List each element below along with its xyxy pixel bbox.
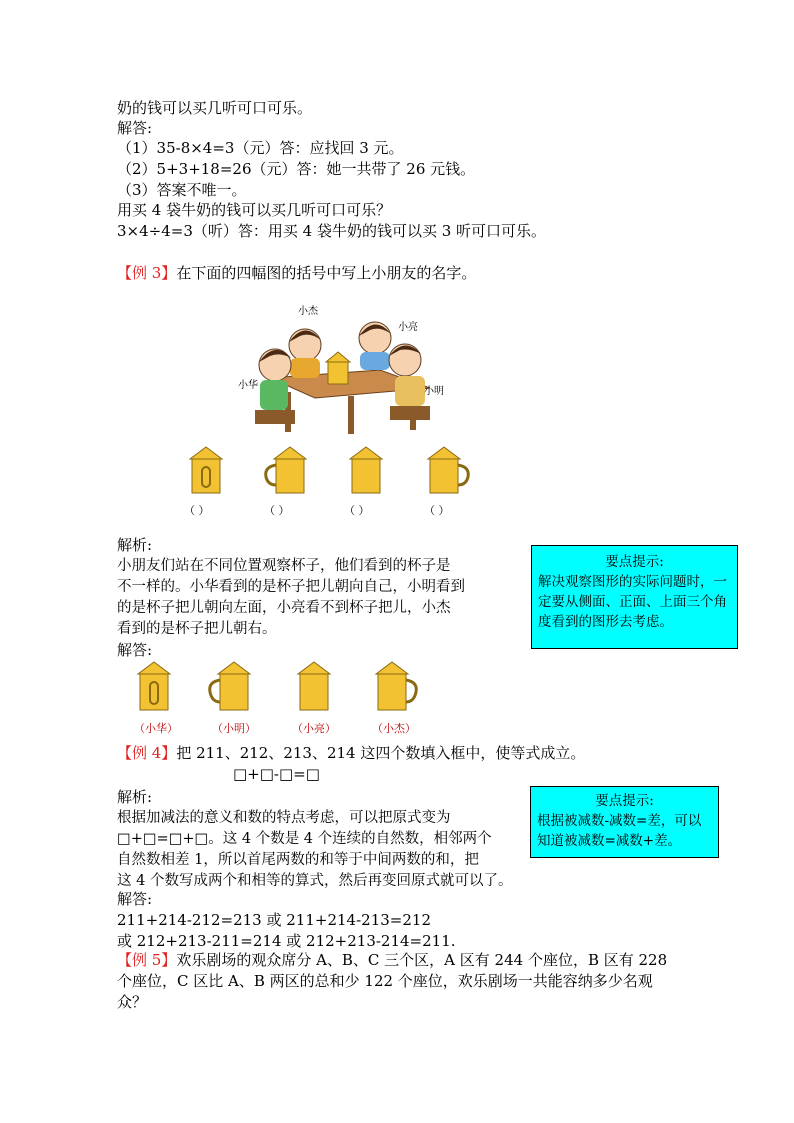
text-line: 的是杯子把儿朝向左面，小亮看不到杯子把儿，小杰 bbox=[117, 600, 451, 616]
example-text: 在下面的四幅图的括号中写上小朋友的名字。 bbox=[176, 264, 477, 282]
example-5-heading bbox=[117, 950, 667, 970]
cup-front-handle-icon bbox=[186, 445, 226, 495]
cup-left-handle-icon bbox=[206, 660, 256, 712]
text-line: 根据加减法的意义和数的特点考虑，可以把原式变为 bbox=[117, 810, 451, 826]
answer-label: （小亮） bbox=[292, 722, 336, 735]
text-line: 小朋友们站在不同位置观察杯子，他们看到的杯子是 bbox=[117, 558, 451, 574]
cup-no-handle-icon bbox=[346, 445, 386, 495]
answer-heading: 解答: bbox=[117, 890, 153, 908]
answer-label: （小华） bbox=[134, 722, 178, 735]
text-line: 不一样的。小华看到的是杯子把儿朝向自己，小明看到 bbox=[117, 579, 465, 595]
answer-label: （小杰） bbox=[372, 722, 416, 735]
answer-label: （小明） bbox=[212, 722, 256, 735]
tip-title: 要点提示: bbox=[605, 554, 664, 570]
cup-right-handle-icon bbox=[424, 445, 472, 495]
tip-box bbox=[530, 786, 719, 858]
example-tag: 【例 4】 bbox=[117, 744, 177, 762]
tip-body: 解决观察图形的实际问题时，一定要从侧面、正面、上面三个角度看到的图形去考虑。 bbox=[538, 574, 727, 630]
equation: □+□-□=□ bbox=[233, 765, 320, 783]
blank-paren: （ ） bbox=[264, 504, 290, 517]
example-4-heading bbox=[117, 743, 585, 763]
tip-box bbox=[531, 545, 738, 649]
analysis-heading: 解析: bbox=[117, 536, 153, 554]
label-xiaojie: 小杰 bbox=[298, 306, 318, 317]
cup-right-handle-icon bbox=[372, 660, 422, 712]
tip-title: 要点提示: bbox=[595, 793, 654, 809]
label-xiaoming: 小明 bbox=[424, 386, 444, 397]
answer-heading: 解答: bbox=[117, 641, 153, 659]
example-3-heading bbox=[117, 263, 476, 283]
cup-front-handle-icon bbox=[134, 660, 174, 712]
text-line: 211+214-212=213 或 211+214-213=212 bbox=[117, 911, 431, 929]
tip-body: 根据被减数-减数=差，可以知道被减数=减数+差。 bbox=[537, 813, 702, 849]
text-line: （2）5+3+18=26（元）答：她一共带了 26 元钱。 bbox=[117, 160, 476, 178]
text-line: （3）答案不唯一。 bbox=[117, 181, 247, 199]
analysis-heading: 解析: bbox=[117, 788, 153, 806]
text-line: 这 4 个数写成两个和相等的算式，然后再变回原式就可以了。 bbox=[117, 873, 513, 889]
text-line: □+□=□+□。这 4 个数是 4 个连续的自然数，相邻两个 bbox=[117, 831, 492, 847]
text-line: 众？ bbox=[117, 993, 148, 1011]
text-line: 看到的是杯子把儿朝右。 bbox=[117, 621, 277, 637]
blank-paren: （ ） bbox=[184, 504, 210, 517]
children-table-illustration bbox=[230, 300, 480, 440]
example-text: 欢乐剧场的观众席分 A、B、C 三个区，A 区有 244 个座位，B 区有 228 bbox=[176, 951, 668, 969]
answer-heading: 解答: bbox=[117, 119, 153, 137]
text-line: 奶的钱可以买几听可口可乐。 bbox=[117, 99, 313, 117]
blank-paren: （ ） bbox=[424, 504, 450, 517]
example-tag: 【例 5】 bbox=[117, 951, 177, 969]
example-text: 把 211、212、213、214 这四个数填入框中，使等式成立。 bbox=[176, 744, 586, 762]
text-line: 或 212+213-211=214 或 212+213-214=211. bbox=[117, 932, 456, 950]
label-xiaohua: 小华 bbox=[238, 380, 258, 391]
text-line: 自然数相差 1，所以首尾两数的和等于中间两数的和，把 bbox=[117, 852, 479, 868]
text-line: 3×4÷4=3（听）答：用买 4 袋牛奶的钱可以买 3 听可口可乐。 bbox=[117, 222, 547, 240]
text-line: 个座位，C 区比 A、B 两区的总和少 122 个座位，欢乐剧场一共能容纳多少名观 bbox=[117, 972, 653, 990]
label-xiaoliang: 小亮 bbox=[398, 322, 418, 333]
text-line: （1）35-8×4=3（元）答：应找回 3 元。 bbox=[117, 139, 404, 157]
example-tag: 【例 3】 bbox=[117, 264, 177, 282]
blank-paren: （ ） bbox=[344, 504, 370, 517]
text-line: 用买 4 袋牛奶的钱可以买几听可口可乐？ bbox=[117, 201, 392, 219]
cup-no-handle-icon bbox=[294, 660, 334, 712]
cup-left-handle-icon bbox=[262, 445, 310, 495]
